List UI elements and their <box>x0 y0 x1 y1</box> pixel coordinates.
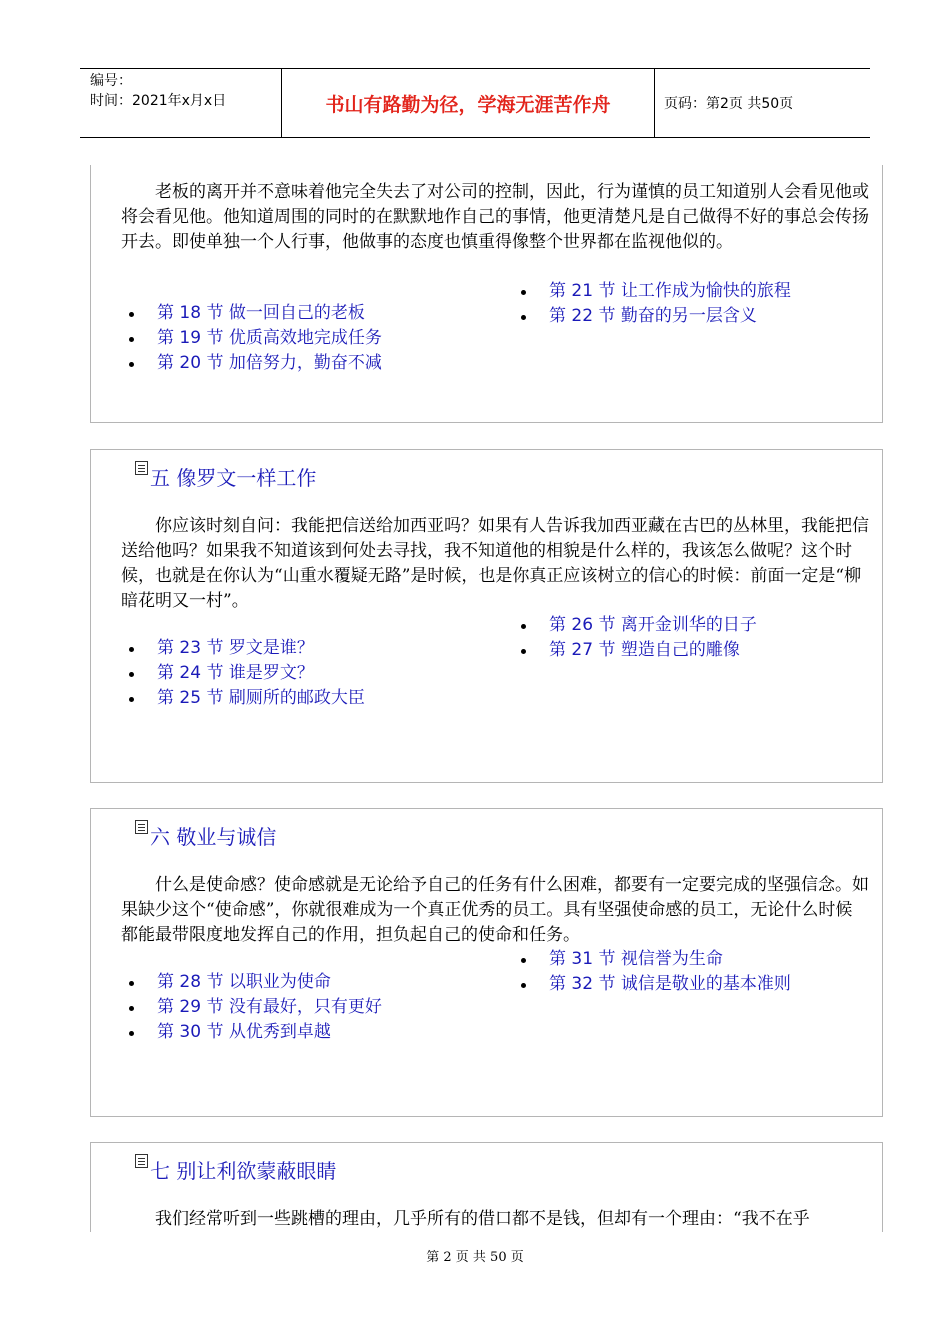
bullet-icon <box>129 672 134 677</box>
header-page-label: 页码：第2页 共50页 <box>664 96 794 112</box>
bullet-icon <box>129 981 134 986</box>
chapter-list-right <box>521 947 791 997</box>
chapter-link[interactable]: 第 28 节 以职业为使命 <box>129 970 382 995</box>
chapter-link[interactable]: 第 22 节 勤奋的另一层含义 <box>521 304 791 329</box>
chapter-link[interactable]: 第 32 节 诚信是敬业的基本准则 <box>521 972 791 997</box>
chapter-link[interactable]: 第 31 节 视信誉为生命 <box>521 947 791 972</box>
section-paragraph: 你应该时刻自问：我能把信送给加西亚吗？如果有人告诉我加西亚藏在古巴的丛林里，我能把信送给他吗？如果我不知道该到何处去寻找，我不知道他的相貌是什么样的，我该怎么做呢？这个时候，也就是在你认为“山重水覆疑无路”是时候，也是你真正应该树立的信心的时候：前面一定是“柳暗花明又一村”。 <box>121 516 869 611</box>
chapter-list-left <box>129 636 365 711</box>
bullet-icon <box>129 1031 134 1036</box>
section-title[interactable]: 七 别让利欲蒙蔽眼睛 <box>135 1155 336 1184</box>
chapter-list-left <box>129 970 382 1045</box>
bullet-icon <box>521 315 526 320</box>
bullet-icon <box>129 337 134 342</box>
section-paragraph: 我们经常听到一些跳槽的理由，几乎所有的借口都不是钱，但却有一个理由：“我不在乎 <box>155 1209 810 1229</box>
chapter-link[interactable]: 第 25 节 刷厕所的邮政大臣 <box>129 686 365 711</box>
bullet-icon <box>521 958 526 963</box>
document-icon <box>135 820 148 834</box>
section-title[interactable]: 五 像罗文一样工作 <box>135 462 316 491</box>
bullet-icon <box>129 647 134 652</box>
section-paragraph: 老板的离开并不意味着他完全失去了对公司的控制，因此，行为谨慎的员工知道别人会看见他或将会看见他。他知道周围的同时的在默默地作自己的事情，他更清楚凡是自己做得不好的事总会传扬开去。即使单独一个人行事，他做事的态度也慎重得像整个世界都在监视他似的。 <box>121 182 869 252</box>
section-box-6 <box>90 808 883 1117</box>
bullet-icon <box>521 624 526 629</box>
chapter-link[interactable]: 第 30 节 从优秀到卓越 <box>129 1020 382 1045</box>
header-motto: 书山有路勤为径，学海无涯苦作舟 <box>282 69 655 137</box>
chapter-list-left <box>129 301 382 376</box>
section-box-5 <box>90 449 883 783</box>
bullet-icon <box>521 649 526 654</box>
section-box-prev <box>90 165 883 423</box>
chapter-link[interactable]: 第 21 节 让工作成为愉快的旅程 <box>521 279 791 304</box>
chapter-link[interactable]: 第 19 节 优质高效地完成任务 <box>129 326 382 351</box>
section-box-7 <box>90 1142 883 1232</box>
section-paragraph: 什么是使命感？使命感就是无论给予自己的任务有什么困难，都要有一定要完成的坚强信念。如果缺少这个“使命感”，你就很难成为一个真正优秀的员工。具有坚强使命感的员工，无论什么时候都能最带限度地发挥自己的作用，担负起自己的使命和任务。 <box>121 875 869 945</box>
bullet-icon <box>521 290 526 295</box>
number-label: 编号： <box>90 73 132 89</box>
bullet-icon <box>129 1006 134 1011</box>
chapter-link[interactable]: 第 24 节 谁是罗文？ <box>129 661 365 686</box>
chapter-link[interactable]: 第 20 节 加倍努力，勤奋不减 <box>129 351 382 376</box>
chapter-link[interactable]: 第 29 节 没有最好，只有更好 <box>129 995 382 1020</box>
date-label: 时间：2021年x月x日 <box>90 93 227 109</box>
document-icon <box>135 461 148 475</box>
bullet-icon <box>129 697 134 702</box>
bullet-icon <box>129 312 134 317</box>
page-header <box>80 68 870 138</box>
document-icon <box>135 1154 148 1168</box>
header-meta-cell <box>80 69 282 137</box>
chapter-link[interactable]: 第 26 节 离开金训华的日子 <box>521 613 757 638</box>
section-title[interactable]: 六 敬业与诚信 <box>135 821 276 850</box>
bullet-icon <box>521 983 526 988</box>
chapter-list-right <box>521 279 791 329</box>
chapter-list-right <box>521 613 757 663</box>
page-footer: 第 2 页 共 50 页 <box>426 1250 524 1265</box>
chapter-link[interactable]: 第 23 节 罗文是谁？ <box>129 636 365 661</box>
chapter-link[interactable]: 第 18 节 做一回自己的老板 <box>129 301 382 326</box>
bullet-icon <box>129 362 134 367</box>
chapter-link[interactable]: 第 27 节 塑造自己的雕像 <box>521 638 757 663</box>
